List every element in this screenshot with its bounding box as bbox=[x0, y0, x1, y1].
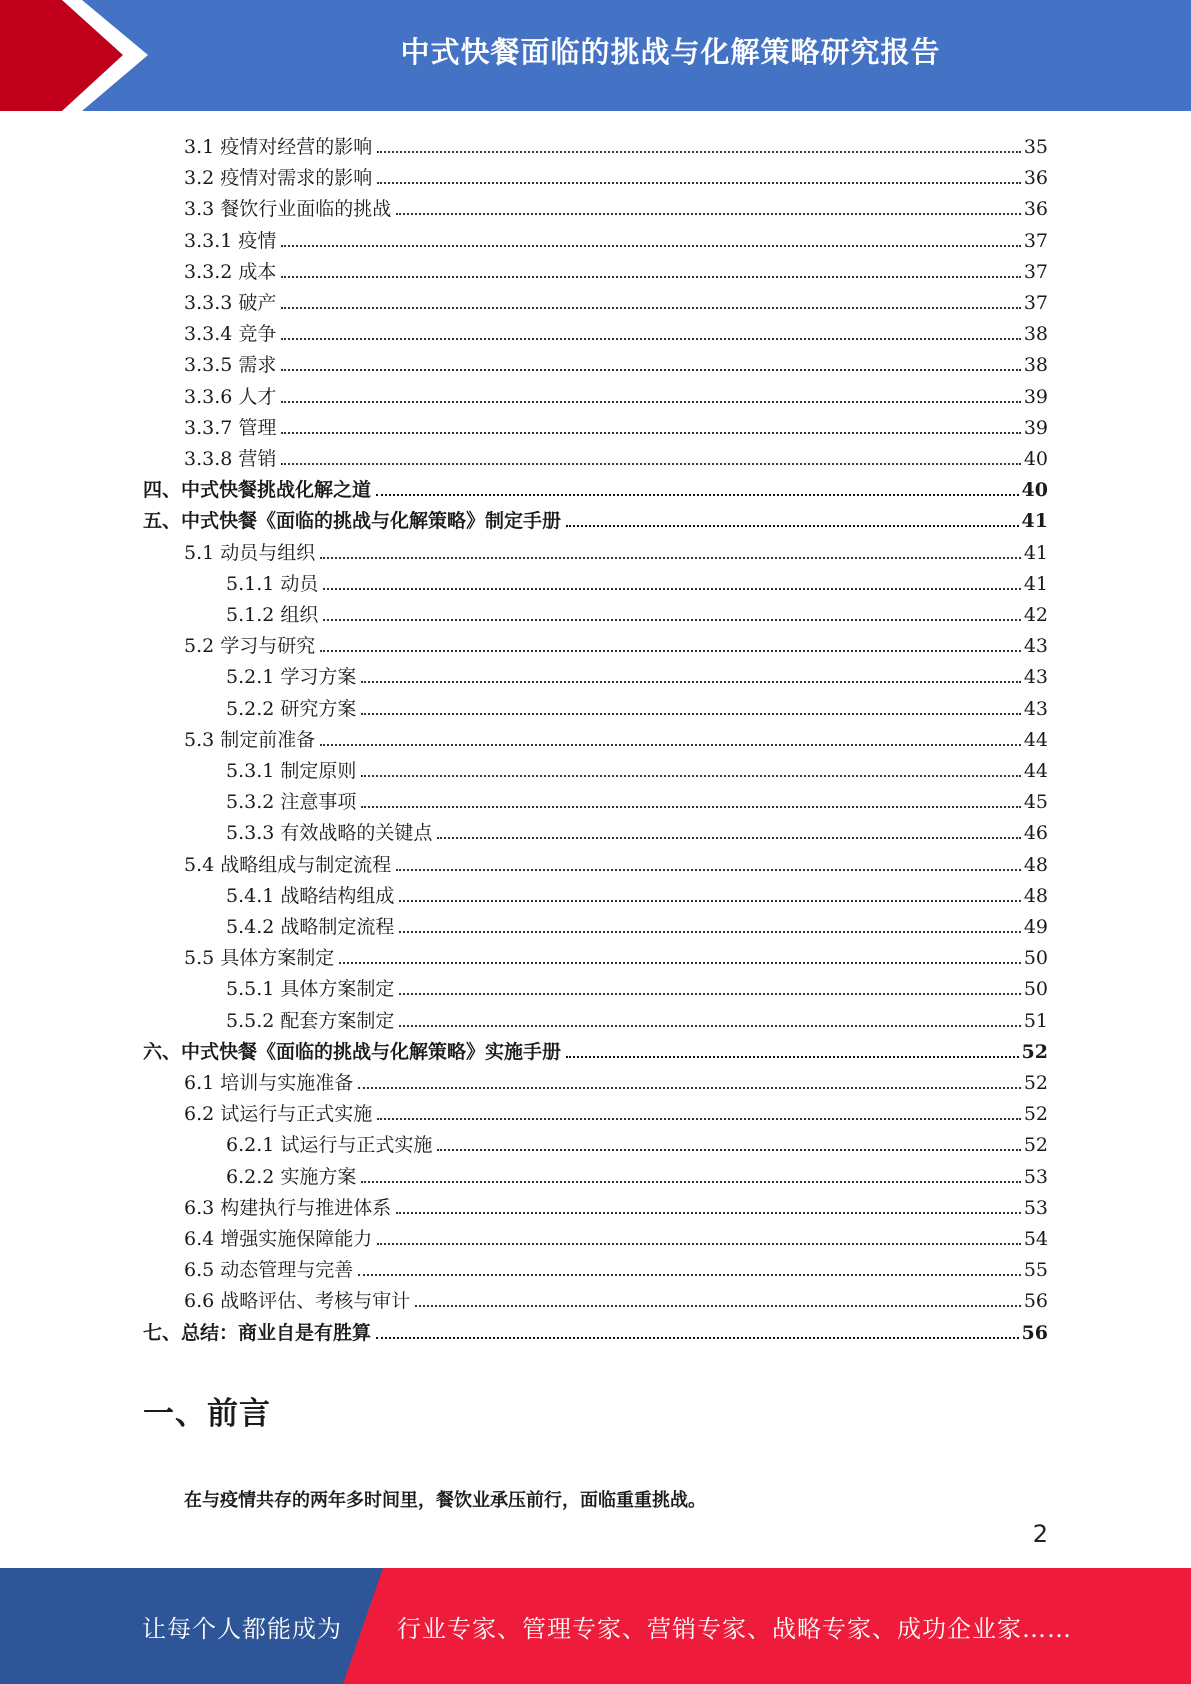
toc-entry-label: 6.5 动态管理与完善 bbox=[184, 1259, 354, 1282]
toc-entry-page: 56 bbox=[1021, 1321, 1048, 1344]
toc-entry-label: 5.1 动员与组织 bbox=[184, 541, 316, 564]
toc-entry[interactable] bbox=[184, 1251, 1048, 1282]
toc-dot-leader bbox=[361, 680, 1020, 683]
toc-entry[interactable] bbox=[184, 315, 1048, 346]
toc-dot-leader bbox=[415, 1304, 1021, 1307]
toc-entry[interactable] bbox=[226, 565, 1048, 596]
toc-entry-page: 46 bbox=[1023, 822, 1048, 845]
toc-entry-label: 6.3 构建执行与推进体系 bbox=[184, 1196, 392, 1219]
toc-entry[interactable] bbox=[143, 471, 1048, 502]
toc-entry-page: 50 bbox=[1023, 947, 1048, 970]
toc-entry-page: 53 bbox=[1023, 1165, 1048, 1188]
toc-entry-page: 52 bbox=[1021, 1040, 1048, 1063]
toc-entry-label: 5.3 制定前准备 bbox=[184, 728, 316, 751]
toc-entry-page: 55 bbox=[1023, 1259, 1048, 1282]
toc-entry[interactable] bbox=[184, 253, 1048, 284]
toc-entry-label: 6.4 增强实施保障能力 bbox=[184, 1228, 373, 1250]
toc-entry-label: 6.1 培训与实施准备 bbox=[184, 1072, 354, 1094]
toc-entry-label: 6.2 试运行与正式实施 bbox=[184, 1103, 373, 1126]
toc-entry-page: 37 bbox=[1023, 292, 1048, 314]
toc-entry-label: 6.2.2 实施方案 bbox=[226, 1165, 357, 1188]
toc-entry-page: 54 bbox=[1023, 1228, 1048, 1250]
toc-dot-leader bbox=[281, 368, 1020, 371]
toc-dot-leader bbox=[396, 212, 1021, 215]
toc-entry-page: 37 bbox=[1023, 229, 1048, 252]
toc-entry-label: 四、中式快餐挑战化解之道 bbox=[143, 479, 372, 502]
toc-entry-page: 38 bbox=[1023, 354, 1048, 377]
toc-entry[interactable] bbox=[184, 378, 1048, 409]
toc-entry[interactable] bbox=[226, 690, 1048, 721]
toc-entry-label: 6.6 战略评估、考核与审计 bbox=[184, 1290, 411, 1313]
toc-entry-label: 3.3.3 破产 bbox=[184, 292, 277, 314]
toc-entry[interactable] bbox=[184, 1220, 1048, 1251]
toc-entry-label: 3.3.7 管理 bbox=[184, 416, 277, 439]
toc-entry-page: 36 bbox=[1023, 167, 1048, 190]
toc-entry-page: 43 bbox=[1023, 635, 1048, 658]
toc-dot-leader bbox=[361, 774, 1020, 777]
toc-entry[interactable] bbox=[184, 534, 1048, 565]
toc-dot-leader bbox=[377, 1242, 1021, 1245]
toc-entry[interactable] bbox=[184, 346, 1048, 377]
toc-entry-page: 35 bbox=[1023, 136, 1048, 158]
footer-slogan-left: 让每个人都能成为 bbox=[142, 1614, 342, 1643]
toc-entry-label: 6.2.1 试运行与正式实施 bbox=[226, 1134, 433, 1157]
page-number: 2 bbox=[1032, 1520, 1048, 1548]
toc-entry[interactable] bbox=[226, 1002, 1048, 1033]
toc-dot-leader bbox=[361, 712, 1020, 715]
toc-entry-page: 52 bbox=[1023, 1072, 1048, 1094]
toc-entry-label: 5.1.1 动员 bbox=[226, 572, 319, 595]
toc-entry-label: 5.3.2 注意事项 bbox=[226, 791, 357, 814]
toc-entry-page: 43 bbox=[1023, 666, 1048, 689]
toc-entry-page: 52 bbox=[1023, 1134, 1048, 1157]
toc-entry[interactable] bbox=[143, 1314, 1048, 1345]
toc-entry[interactable] bbox=[226, 783, 1048, 814]
toc-dot-leader bbox=[281, 400, 1020, 403]
toc-dot-leader bbox=[320, 743, 1021, 746]
toc-dot-leader bbox=[320, 556, 1021, 559]
toc-entry[interactable] bbox=[226, 1126, 1048, 1157]
toc-entry-page: 45 bbox=[1023, 791, 1048, 814]
toc-entry-page: 49 bbox=[1023, 916, 1048, 938]
toc-entry-label: 5.3.1 制定原则 bbox=[226, 760, 357, 782]
toc-entry[interactable] bbox=[184, 409, 1048, 440]
toc-entry-page: 38 bbox=[1023, 323, 1048, 346]
toc-entry-page: 39 bbox=[1023, 385, 1048, 408]
header-chevron-logo bbox=[0, 0, 160, 111]
toc-entry[interactable] bbox=[184, 1095, 1048, 1126]
toc-entry-page: 52 bbox=[1023, 1103, 1048, 1126]
toc-entry[interactable] bbox=[184, 1282, 1048, 1313]
toc-dot-leader bbox=[399, 930, 1020, 933]
toc-entry-label: 3.3.6 人才 bbox=[184, 385, 277, 408]
toc-entry[interactable] bbox=[226, 877, 1048, 908]
toc-dot-leader bbox=[281, 431, 1020, 434]
toc-entry-page: 53 bbox=[1023, 1196, 1048, 1219]
toc-entry-label: 六、中式快餐《面临的挑战与化解策略》实施手册 bbox=[143, 1040, 562, 1063]
toc-dot-leader bbox=[281, 306, 1020, 309]
toc-dot-leader bbox=[376, 1336, 1019, 1339]
toc-entry[interactable] bbox=[184, 939, 1048, 970]
toc-entry-page: 41 bbox=[1021, 510, 1048, 533]
toc-dot-leader bbox=[399, 899, 1020, 902]
toc-entry-page: 50 bbox=[1023, 978, 1048, 1001]
toc-dot-leader bbox=[281, 244, 1020, 247]
toc-entry[interactable] bbox=[184, 627, 1048, 658]
toc-entry[interactable] bbox=[184, 222, 1048, 253]
document-title: 中式快餐面临的挑战与化解策略研究报告 bbox=[400, 34, 941, 69]
toc-dot-leader bbox=[377, 1117, 1021, 1120]
toc-entry[interactable] bbox=[226, 752, 1048, 783]
page-footer bbox=[0, 1568, 1191, 1684]
toc-dot-leader bbox=[323, 587, 1020, 590]
toc-entry[interactable] bbox=[184, 440, 1048, 471]
toc-entry-label: 3.3.8 营销 bbox=[184, 448, 277, 470]
toc-dot-leader bbox=[361, 805, 1020, 808]
toc-dot-leader bbox=[358, 1273, 1021, 1276]
toc-entry[interactable] bbox=[184, 1189, 1048, 1220]
page-header bbox=[0, 0, 1191, 111]
toc-entry-page: 44 bbox=[1023, 760, 1048, 782]
toc-entry-label: 3.3.4 竞争 bbox=[184, 323, 277, 346]
toc-entry-label: 5.2 学习与研究 bbox=[184, 635, 316, 658]
toc-entry[interactable] bbox=[226, 970, 1048, 1001]
toc-entry-page: 42 bbox=[1023, 604, 1048, 626]
toc-entry-label: 3.3.2 成本 bbox=[184, 260, 277, 283]
toc-entry[interactable] bbox=[184, 284, 1048, 315]
toc-entry[interactable] bbox=[226, 814, 1048, 845]
toc-entry-page: 51 bbox=[1023, 1009, 1048, 1032]
toc-entry-page: 40 bbox=[1023, 448, 1048, 470]
toc-entry-page: 41 bbox=[1023, 541, 1048, 564]
toc-entry-page: 36 bbox=[1023, 198, 1048, 221]
toc-dot-leader bbox=[396, 868, 1021, 871]
toc-entry-page: 40 bbox=[1021, 479, 1048, 502]
toc-dot-leader bbox=[377, 150, 1021, 153]
toc-entry[interactable] bbox=[143, 502, 1048, 533]
toc-entry[interactable] bbox=[184, 1064, 1048, 1095]
toc-dot-leader bbox=[437, 836, 1020, 839]
toc-dot-leader bbox=[377, 181, 1021, 184]
toc-entry-page: 39 bbox=[1023, 416, 1048, 439]
toc-dot-leader bbox=[281, 462, 1020, 465]
toc-entry-label: 5.4 战略组成与制定流程 bbox=[184, 853, 392, 876]
toc-entry[interactable] bbox=[184, 190, 1048, 221]
toc-entry-page: 44 bbox=[1023, 728, 1048, 751]
toc-entry-label: 3.3 餐饮行业面临的挑战 bbox=[184, 198, 392, 221]
toc-entry[interactable] bbox=[184, 128, 1048, 159]
toc-entry[interactable] bbox=[184, 159, 1048, 190]
toc-entry[interactable] bbox=[226, 908, 1048, 939]
toc-entry-label: 五、中式快餐《面临的挑战与化解策略》制定手册 bbox=[143, 510, 562, 533]
toc-entry-page: 56 bbox=[1023, 1290, 1048, 1313]
toc-entry-page: 43 bbox=[1023, 697, 1048, 720]
toc-dot-leader bbox=[323, 618, 1020, 621]
toc-dot-leader bbox=[396, 1211, 1021, 1214]
toc-entry[interactable] bbox=[226, 658, 1048, 689]
toc-dot-leader bbox=[358, 1086, 1021, 1089]
toc-entry-label: 5.5 具体方案制定 bbox=[184, 947, 335, 970]
toc-entry-label: 5.5.1 具体方案制定 bbox=[226, 978, 395, 1001]
toc-entry-label: 5.2.2 研究方案 bbox=[226, 697, 357, 720]
toc-entry-label: 5.1.2 组织 bbox=[226, 604, 319, 626]
toc-entry-label: 3.1 疫情对经营的影响 bbox=[184, 136, 373, 158]
toc-dot-leader bbox=[566, 1055, 1019, 1058]
section-heading: 一、前言 bbox=[143, 1396, 271, 1432]
toc-entry-page: 37 bbox=[1023, 260, 1048, 283]
toc-entry-label: 七、总结：商业自是有胜算 bbox=[143, 1321, 372, 1344]
toc-entry-label: 3.2 疫情对需求的影响 bbox=[184, 167, 373, 190]
toc-dot-leader bbox=[281, 337, 1020, 340]
toc-entry[interactable] bbox=[184, 846, 1048, 877]
toc-dot-leader bbox=[399, 1024, 1020, 1027]
toc-dot-leader bbox=[339, 961, 1021, 964]
toc-entry-label: 3.3.1 疫情 bbox=[184, 229, 277, 252]
toc-dot-leader bbox=[437, 1148, 1020, 1151]
toc-dot-leader bbox=[566, 524, 1019, 527]
toc-dot-leader bbox=[281, 275, 1020, 278]
toc-entry[interactable] bbox=[226, 596, 1048, 627]
toc-entry[interactable] bbox=[184, 721, 1048, 752]
toc-entry-label: 5.4.1 战略结构组成 bbox=[226, 884, 395, 907]
toc-entry[interactable] bbox=[226, 1158, 1048, 1189]
toc-entry[interactable] bbox=[143, 1033, 1048, 1064]
toc-entry-label: 5.2.1 学习方案 bbox=[226, 666, 357, 689]
toc-entry-label: 3.3.5 需求 bbox=[184, 354, 277, 377]
toc-dot-leader bbox=[320, 649, 1021, 652]
toc-entry-label: 5.5.2 配套方案制定 bbox=[226, 1009, 395, 1032]
toc-entry-label: 5.4.2 战略制定流程 bbox=[226, 916, 395, 938]
toc-dot-leader bbox=[399, 992, 1020, 995]
toc-entry-label: 5.3.3 有效战略的关键点 bbox=[226, 822, 433, 845]
toc-dot-leader bbox=[361, 1180, 1020, 1183]
toc-entry-page: 41 bbox=[1023, 572, 1048, 595]
toc-dot-leader bbox=[376, 493, 1019, 496]
toc-entry-page: 48 bbox=[1023, 884, 1048, 907]
body-paragraph: 在与疫情共存的两年多时间里，餐饮业承压前行，面临重重挑战。 bbox=[184, 1490, 706, 1511]
footer-slogan-right: 行业专家、管理专家、营销专家、战略专家、成功企业家…… bbox=[397, 1614, 1072, 1643]
toc-entry-page: 48 bbox=[1023, 853, 1048, 876]
